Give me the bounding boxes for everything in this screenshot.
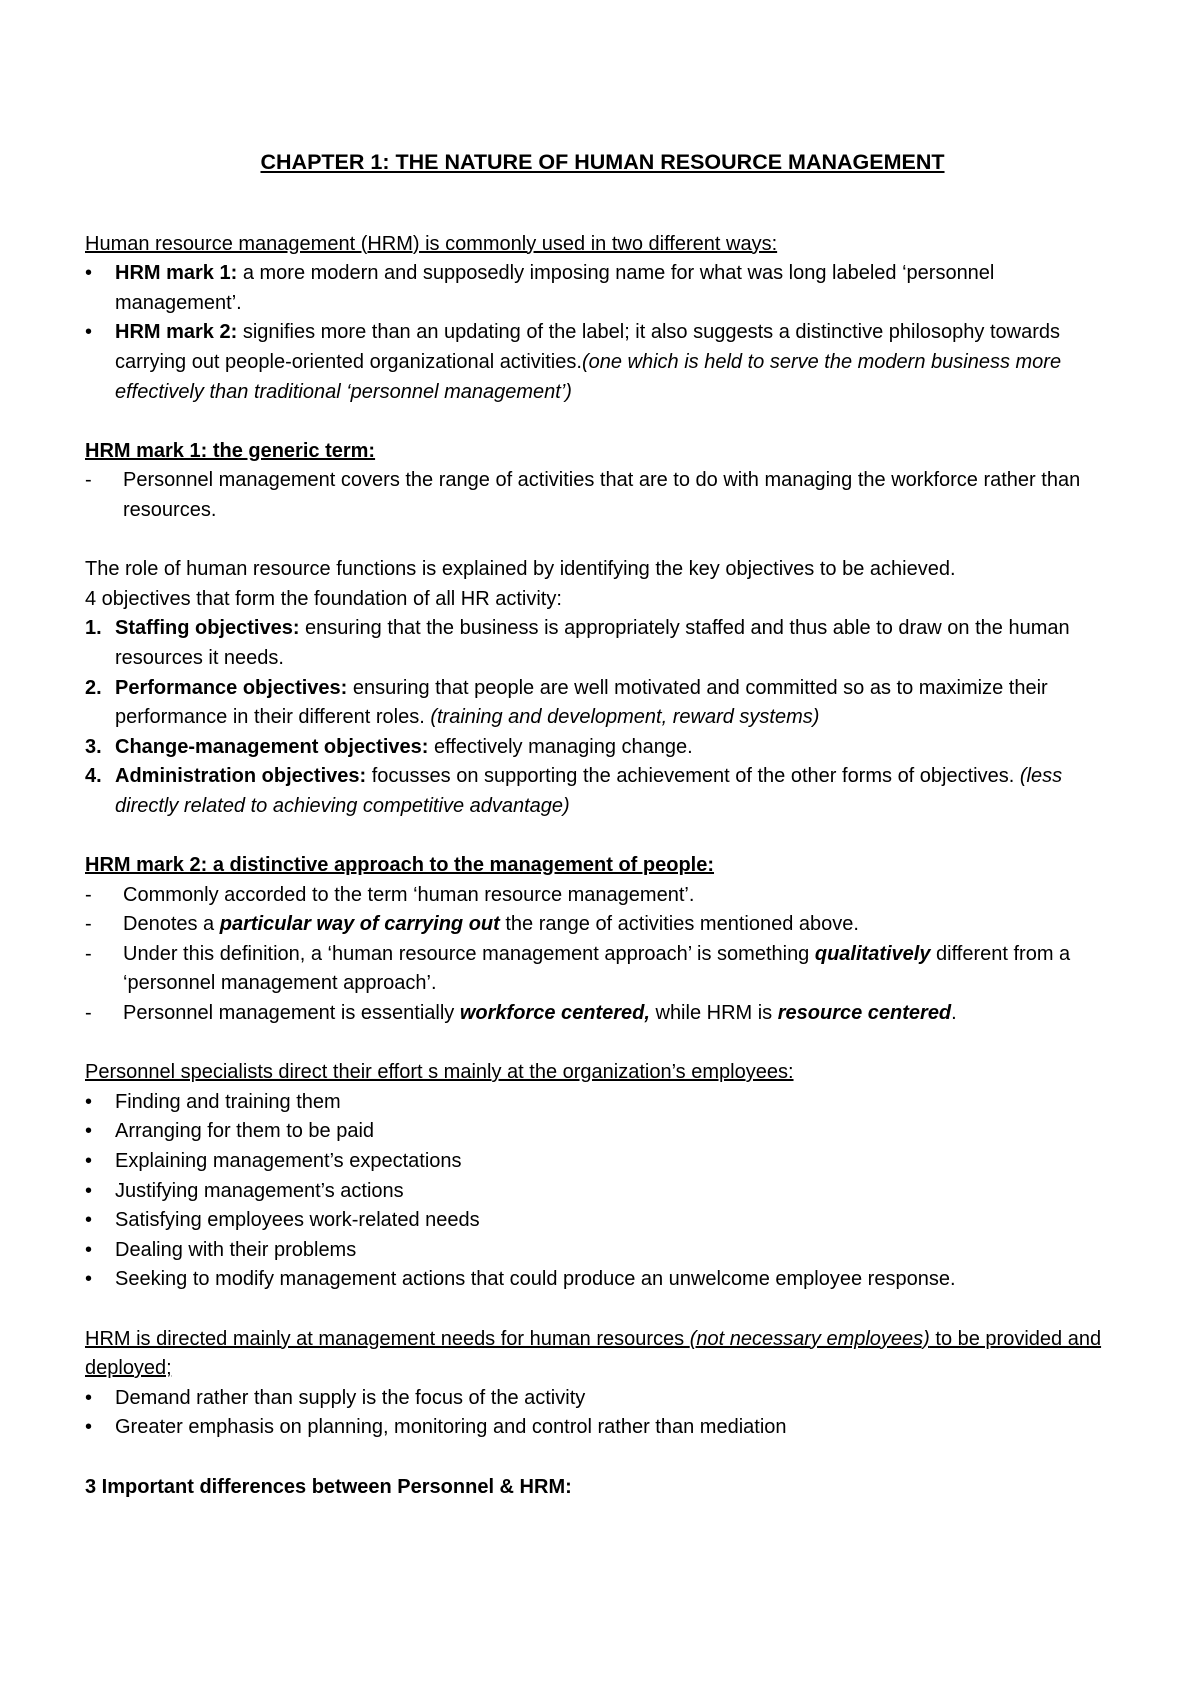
dash-marker: - (85, 913, 92, 936)
list-item (85, 762, 1120, 821)
mark1-list (85, 466, 1120, 525)
specialists-heading: Personnel specialists direct their effort s mainly at the organization’s employees: (85, 1061, 794, 1084)
objectives-section (85, 555, 1120, 821)
objectives-list (85, 614, 1120, 821)
item-text: Satisfying employees work-related needs (115, 1209, 480, 1232)
page-title: CHAPTER 1: THE NATURE OF HUMAN RESOURCE MANAGEMENT (260, 150, 945, 174)
item-label: Change-management objectives: (115, 735, 429, 758)
list-item (85, 674, 1120, 733)
number-marker: 4. (85, 765, 102, 788)
item-text: focusses on supporting the achievement of the other forms of objectives. (366, 765, 1020, 788)
item-label: HRM mark 2: (115, 321, 238, 344)
list-item (85, 1088, 1120, 1118)
bullet-marker: • (85, 1179, 93, 1202)
intro-list (85, 259, 1120, 407)
bullet-marker: • (85, 1209, 93, 1232)
specialists-list (85, 1088, 1120, 1295)
item-label: Staffing objectives: (115, 617, 300, 640)
item-text: a more modern and supposedly imposing name for what was long labeled ‘personnel management’. (115, 262, 995, 314)
mark1-heading: HRM mark 1: the generic term: (85, 439, 376, 462)
number-marker: 1. (85, 617, 102, 640)
bullet-marker: • (85, 321, 93, 344)
number-marker: 2. (85, 676, 102, 699)
item-text: Seeking to modify management actions that could produce an unwelcome employee response. (115, 1268, 956, 1291)
item-note: (less directly related to achieving competitive advantage) (115, 765, 1063, 817)
list-item (85, 1265, 1120, 1295)
list-item (85, 1236, 1120, 1266)
list-item (85, 910, 1120, 940)
item-text: Finding and training them (115, 1090, 341, 1113)
item-emphasis: workforce centered, (459, 1002, 650, 1025)
item-text: signifies more than an updating of the label; it also suggests a distinctive philosophy towards carrying out people-oriented organizational activities. (115, 321, 1060, 373)
bullet-marker: • (85, 1416, 93, 1439)
objectives-intro: The role of human resource functions is explained by identifying the key objectives to be achieved. (85, 558, 956, 581)
mark2-section (85, 851, 1120, 1029)
list-item (85, 318, 1120, 407)
item-label: Performance objectives: (115, 676, 348, 699)
item-text: while HRM is (649, 1002, 778, 1025)
intro-heading: Human resource management (HRM) is commonly used in two different ways: (85, 232, 778, 255)
differences-section (85, 1473, 1120, 1503)
item-text: the range of activities mentioned above. (499, 913, 859, 936)
bullet-marker: • (85, 1120, 93, 1143)
bullet-marker: • (85, 1150, 93, 1172)
dash-marker: - (85, 469, 92, 492)
dash-marker: - (85, 942, 92, 965)
item-text: Arranging for them to be paid (115, 1120, 375, 1143)
item-text: Commonly accorded to the term ‘human resource management’. (123, 883, 695, 906)
item-text: Dealing with their problems (115, 1238, 357, 1261)
bullet-marker: • (85, 262, 93, 285)
item-text: ensuring that people are well motivated and committed so as to maximize their performance in their different roles. (115, 676, 1048, 729)
item-text: ensuring that the business is appropriately staffed and thus able to draw on the human resources it needs. (115, 617, 1070, 669)
list-item (85, 940, 1120, 999)
bullet-marker: • (85, 1238, 93, 1261)
item-note: (training and development, reward systems) (430, 706, 820, 729)
heading-text: to be provided and deployed; (85, 1327, 1102, 1380)
mark1-section (85, 437, 1120, 526)
list-item (85, 733, 1120, 763)
list-item (85, 1384, 1120, 1414)
bullet-marker: • (85, 1386, 93, 1409)
list-item (85, 1177, 1120, 1207)
item-label: HRM mark 1: (115, 262, 238, 285)
hrm-directed-section (85, 1325, 1120, 1443)
item-label: Administration objectives: (115, 765, 367, 788)
item-text: different from a ‘personnel management approach’. (123, 942, 1071, 995)
dash-marker: - (85, 1002, 92, 1025)
differences-heading: 3 Important differences between Personnel & HRM: (85, 1475, 572, 1498)
item-text: Personnel management covers the range of activities that are to do with managing the workforce rather than resources. (123, 469, 1081, 521)
objectives-count: 4 objectives that form the foundation of all HR activity: (85, 587, 562, 610)
list-item (85, 614, 1120, 673)
bullet-marker: • (85, 1268, 93, 1291)
heading-note: (not necessary employees) (689, 1327, 930, 1350)
item-text: Explaining management’s expectations (115, 1150, 462, 1172)
item-emphasis: particular way of carrying out (219, 913, 500, 936)
item-emphasis: resource centered (777, 1002, 952, 1025)
hrm-directed-list (85, 1384, 1120, 1443)
list-item (85, 259, 1120, 318)
item-note: (one which is held to serve the modern business more effectively than traditional ‘personnel management’) (115, 350, 1062, 403)
item-text: Demand rather than supply is the focus of the activity (115, 1386, 586, 1409)
item-text: effectively managing change. (428, 735, 693, 758)
list-item (85, 1413, 1120, 1443)
number-marker: 3. (85, 735, 102, 758)
heading-text: HRM is directed mainly at management needs for human resources (85, 1327, 690, 1350)
item-emphasis: qualitatively (814, 942, 931, 965)
mark2-list (85, 881, 1120, 1029)
list-item (85, 881, 1120, 911)
list-item (85, 999, 1120, 1029)
specialists-section (85, 1058, 1120, 1295)
item-text: Denotes a (123, 913, 220, 936)
dash-marker: - (85, 883, 92, 906)
item-text: Greater emphasis on planning, monitoring and control rather than mediation (115, 1416, 787, 1439)
mark2-heading: HRM mark 2: a distinctive approach to the management of people: (85, 854, 715, 877)
item-text: Under this definition, a ‘human resource management approach’ is something (123, 942, 815, 965)
hrm-directed-heading (85, 1325, 1120, 1384)
list-item (85, 466, 1120, 525)
list-item (85, 1147, 1120, 1177)
list-item (85, 1206, 1120, 1236)
item-text: Personnel management is essentially (123, 1002, 460, 1025)
item-text: Justifying management’s actions (115, 1179, 404, 1202)
intro-section (85, 230, 1120, 408)
list-item (85, 1117, 1120, 1147)
bullet-marker: • (85, 1090, 93, 1113)
item-text: . (951, 1002, 957, 1025)
